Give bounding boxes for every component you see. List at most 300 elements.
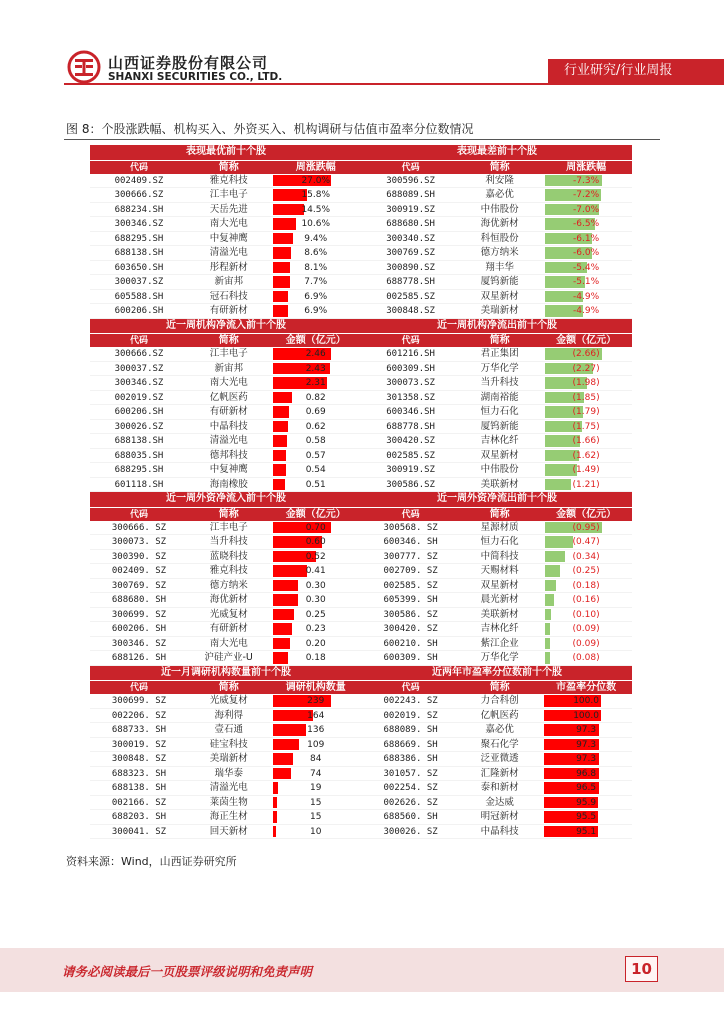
stock-name: 中复神鹰	[209, 464, 248, 475]
stock-code: 300019. SZ	[111, 739, 167, 750]
value-label: (1.21)	[572, 479, 600, 490]
column-header: 周涨跌幅	[295, 161, 336, 173]
value-cell	[540, 709, 632, 723]
column-header: 简称	[218, 335, 239, 346]
value-label: 97.3	[576, 754, 597, 764]
value-cell	[540, 376, 632, 390]
value-label: (0.47)	[572, 537, 600, 547]
value-label: 84	[310, 754, 322, 764]
table-row	[362, 550, 632, 565]
value-cell	[270, 550, 362, 564]
stock-name: 清溢光电	[209, 247, 248, 258]
stock-name: 回天新材	[209, 825, 248, 837]
stock-name: 紫江企业	[480, 637, 519, 649]
stock-code: 600210. SH	[383, 638, 438, 649]
value-cell	[540, 217, 632, 231]
report-type-badge: 行业研究/行业周报	[548, 59, 724, 83]
column-header: 代码	[401, 509, 420, 520]
table-row	[90, 246, 362, 261]
value-label: 0.20	[305, 638, 326, 649]
stock-name: 厦钨新能	[480, 420, 519, 432]
stock-code: 300073. SZ	[111, 537, 167, 547]
value-label: 95.9	[576, 797, 597, 808]
value-cell	[270, 246, 362, 260]
stock-code: 688295.SH	[114, 233, 164, 244]
stock-code: 301057. SZ	[383, 768, 438, 779]
value-cell	[270, 174, 362, 188]
table-row	[362, 579, 632, 594]
stock-code: 605399. SH	[383, 595, 438, 605]
stock-name: 明冠新材	[480, 811, 519, 822]
stock-name: 万华化学	[480, 362, 519, 374]
stock-name: 双星新材	[480, 290, 519, 302]
value-label: 0.30	[305, 595, 326, 605]
table-row	[362, 232, 632, 247]
stock-name: 美联新材	[480, 608, 519, 620]
stock-name: 瑞华泰	[214, 767, 243, 779]
stock-code: 300919.SZ	[386, 465, 435, 475]
stock-code: 002019.SZ	[114, 392, 164, 403]
stock-name: 硅宝科技	[209, 738, 248, 750]
table-header-row	[90, 507, 362, 521]
table-row	[90, 694, 362, 709]
stock-code: 688138.SH	[114, 248, 164, 258]
stock-name: 光威复材	[209, 695, 248, 706]
table-row	[362, 203, 632, 218]
value-label: -5.4%	[573, 262, 600, 273]
table-title: 表现最优前十个股	[90, 145, 362, 160]
stock-code: 300848. SZ	[111, 754, 167, 764]
value-label: -7.3%	[573, 175, 600, 186]
value-label: 2.31	[305, 378, 326, 388]
value-label: 74	[310, 768, 322, 779]
table-row	[90, 420, 362, 435]
value-label: (1.85)	[572, 392, 600, 403]
value-label: 6.9%	[304, 306, 328, 316]
column-header: 调研机构数量	[285, 682, 346, 693]
table-row	[362, 752, 632, 767]
table-row	[90, 579, 362, 594]
table-title: 近两年市盈率分位数前十个股	[362, 666, 632, 681]
stock-name: 力合科创	[480, 695, 519, 706]
value-cell	[540, 290, 632, 304]
table-row	[362, 463, 632, 478]
value-label: 8.1%	[304, 262, 328, 273]
value-cell	[270, 478, 362, 492]
value-label: -6.0%	[573, 248, 600, 258]
value-label: 8.6%	[304, 248, 328, 258]
value-cell	[540, 825, 632, 839]
table-row	[90, 608, 362, 623]
stock-code: 002709. SZ	[383, 566, 438, 576]
value-label: (0.10)	[572, 609, 600, 620]
stock-code: 688234.SH	[114, 204, 164, 215]
stock-name: 中伟股份	[480, 203, 519, 215]
value-cell	[540, 304, 632, 318]
value-label: (1.66)	[572, 436, 600, 446]
value-cell	[270, 217, 362, 231]
stock-code: 300390. SZ	[111, 551, 167, 562]
stock-name: 翔丰华	[485, 261, 514, 273]
value-cell	[270, 593, 362, 607]
company-name-cn: 山西证券股份有限公司	[108, 54, 269, 72]
value-cell	[270, 637, 362, 651]
table-panel	[362, 145, 632, 319]
value-cell	[270, 304, 362, 318]
table-row	[90, 593, 362, 608]
stock-name: 南大光电	[209, 377, 248, 388]
company-logo-icon	[66, 50, 102, 84]
stock-name: 光威复材	[209, 608, 248, 620]
value-cell	[270, 290, 362, 304]
value-label: (0.09)	[572, 624, 600, 634]
stock-name: 德方纳米	[480, 247, 519, 258]
stock-name: 新宙邦	[214, 362, 243, 374]
value-label: 0.62	[305, 421, 326, 432]
value-label: 6.9%	[304, 291, 328, 302]
value-label: 0.54	[305, 465, 326, 475]
stock-code: 300041. SZ	[111, 826, 167, 837]
stock-name: 有研新材	[209, 406, 248, 417]
column-header: 金额（亿元）	[556, 508, 617, 520]
stock-name: 海优新材	[209, 594, 248, 605]
stock-code: 002409. SZ	[111, 566, 167, 576]
stock-code: 300699. SZ	[111, 696, 167, 706]
stock-code: 601118.SH	[114, 479, 164, 490]
value-cell	[270, 767, 362, 781]
table-row	[362, 651, 632, 666]
stock-code: 002626. SZ	[383, 797, 438, 808]
column-header: 简称	[489, 161, 510, 173]
table-row	[90, 188, 362, 203]
stock-code: 301358.SZ	[386, 392, 435, 403]
table-row	[362, 535, 632, 550]
table-row	[90, 405, 362, 420]
value-label: (0.34)	[572, 551, 600, 562]
table-row	[90, 738, 362, 753]
value-cell	[270, 347, 362, 361]
value-cell	[540, 478, 632, 492]
value-label: 0.82	[305, 392, 326, 403]
table-header-row	[90, 680, 362, 694]
figure-title-divider	[64, 139, 660, 140]
value-cell	[540, 752, 632, 766]
column-header: 简称	[218, 161, 239, 173]
stock-name: 汇隆新材	[480, 767, 519, 779]
page-footer	[0, 948, 724, 992]
table-row	[90, 261, 362, 276]
stock-code: 688203. SH	[111, 812, 167, 822]
table-row	[362, 405, 632, 420]
stock-code: 600206.SH	[114, 407, 164, 417]
stock-name: 君正集团	[480, 348, 519, 359]
table-row	[362, 188, 632, 203]
value-label: (1.49)	[572, 465, 600, 475]
value-label: (2.66)	[572, 349, 600, 359]
column-header: 金额（亿元）	[285, 508, 346, 520]
value-label: 27.0%	[301, 175, 331, 186]
table-row	[90, 347, 362, 362]
table-row	[90, 723, 362, 738]
value-cell	[540, 434, 632, 448]
value-cell	[270, 203, 362, 217]
column-header: 简称	[218, 682, 239, 693]
stock-name: 科恒股份	[480, 232, 519, 244]
value-cell	[540, 188, 632, 202]
stock-code: 002019. SZ	[383, 710, 438, 721]
value-label: (0.18)	[572, 580, 600, 591]
table-row	[90, 362, 362, 377]
stock-name: 中简科技	[480, 550, 519, 562]
table-panel	[90, 666, 362, 840]
value-label: 97.3	[576, 739, 597, 750]
value-label: 0.57	[305, 450, 326, 461]
table-row	[362, 738, 632, 753]
table-row	[90, 810, 362, 825]
table-header-row	[362, 333, 632, 347]
stock-code: 605588.SH	[114, 291, 164, 302]
table-row	[362, 376, 632, 391]
stock-name: 德邦科技	[209, 449, 248, 461]
stock-name: 当升科技	[209, 536, 248, 547]
column-header: 代码	[129, 162, 148, 173]
table-row	[90, 434, 362, 449]
stock-name: 当升科技	[480, 377, 519, 388]
stock-name: 双星新材	[480, 449, 519, 461]
stock-name: 清溢光电	[209, 782, 248, 793]
stock-name: 雅克科技	[209, 174, 248, 186]
stock-code: 300346. SZ	[111, 638, 167, 649]
stock-code: 688295.SH	[114, 465, 164, 475]
value-cell	[270, 420, 362, 434]
stock-code: 603650.SH	[114, 262, 164, 273]
table-panel	[90, 319, 362, 493]
column-header: 金额（亿元）	[556, 335, 617, 346]
value-label: 95.1	[576, 826, 597, 837]
table-row	[362, 420, 632, 435]
table-row	[362, 362, 632, 377]
value-cell	[270, 810, 362, 824]
table-title: 近一周外资净流出前十个股	[362, 492, 632, 507]
stock-code: 300420.SZ	[386, 436, 435, 446]
table-panel	[362, 492, 632, 666]
stock-name: 江丰电子	[209, 348, 248, 359]
value-cell	[270, 391, 362, 405]
value-cell	[540, 723, 632, 737]
value-label: -7.0%	[573, 204, 600, 215]
table-title: 近一周外资净流入前十个股	[90, 492, 362, 507]
stock-name: 海正生材	[209, 811, 248, 822]
value-cell	[270, 463, 362, 477]
stock-code: 300890.SZ	[386, 262, 435, 273]
value-label: 0.18	[305, 653, 326, 663]
value-cell	[270, 579, 362, 593]
stock-code: 300699. SZ	[111, 609, 167, 620]
value-cell	[540, 405, 632, 419]
column-header: 简称	[489, 508, 510, 520]
stock-name: 恒力石化	[480, 406, 519, 417]
value-cell	[270, 651, 362, 665]
table-row	[362, 449, 632, 464]
table-row	[362, 564, 632, 579]
value-cell	[540, 463, 632, 477]
value-label: -5.1%	[573, 277, 600, 287]
value-label: 95.5	[576, 812, 597, 822]
table-row	[362, 637, 632, 652]
table-row	[90, 391, 362, 406]
value-label: -6.5%	[573, 219, 600, 229]
value-label: -4.9%	[573, 291, 600, 302]
stock-code: 600206.SH	[114, 306, 164, 316]
stock-code: 300666.SZ	[114, 349, 164, 359]
disclaimer-text: 请务必阅读最后一页股票评级说明和免责声明	[62, 964, 313, 979]
stock-name: 美瑞新材	[209, 753, 248, 764]
stock-name: 聚石化学	[480, 738, 519, 750]
stock-name: 泛亚微透	[480, 753, 519, 764]
table-row	[362, 810, 632, 825]
table-row	[90, 622, 362, 637]
value-cell	[270, 535, 362, 549]
stock-code: 002243. SZ	[383, 696, 438, 706]
value-label: 7.7%	[304, 277, 328, 287]
value-cell	[540, 651, 632, 665]
header-divider	[64, 83, 724, 85]
value-label: 10.6%	[301, 219, 331, 229]
value-cell	[540, 391, 632, 405]
table-row	[90, 550, 362, 565]
value-label: 239	[307, 696, 325, 706]
column-header: 简称	[489, 682, 510, 693]
stock-code: 688138. SH	[111, 783, 167, 793]
column-header: 简称	[218, 508, 239, 520]
stock-code: 300919.SZ	[386, 204, 435, 215]
stock-code: 688778.SH	[386, 421, 435, 432]
stock-code: 300777. SZ	[383, 551, 438, 562]
stock-name: 利安隆	[485, 174, 514, 186]
stock-name: 亿帆医药	[480, 709, 519, 721]
stock-name: 天赐材料	[480, 565, 519, 576]
stock-code: 002409.SZ	[114, 175, 164, 186]
table-row	[362, 275, 632, 290]
table-row	[90, 449, 362, 464]
column-header: 代码	[129, 336, 148, 346]
stock-name: 有研新材	[209, 623, 248, 634]
stock-code: 300586. SZ	[383, 609, 438, 620]
value-cell	[540, 637, 632, 651]
column-header: 周涨跌幅	[566, 161, 607, 173]
table-row	[362, 478, 632, 493]
table-row	[362, 434, 632, 449]
stock-name: 沪硅产业-U	[204, 652, 253, 663]
value-label: -7.2%	[573, 190, 600, 200]
stock-code: 688126. SH	[111, 653, 167, 663]
table-header-row	[362, 680, 632, 694]
table-row	[90, 521, 362, 536]
stock-code: 300073.SZ	[386, 378, 435, 388]
figure-title: 图 8：个股涨跌幅、机构买入、外资买入、机构调研与估值市盈率分位数情况	[66, 122, 474, 136]
value-cell	[270, 796, 362, 810]
stock-code: 300666. SZ	[111, 522, 167, 533]
stock-name: 天岳先进	[209, 203, 248, 215]
value-cell	[270, 261, 362, 275]
table-row	[362, 825, 632, 840]
stock-tables-grid	[90, 145, 632, 839]
value-cell	[270, 232, 362, 246]
value-label: (1.62)	[572, 450, 600, 461]
stock-code: 002585. SZ	[383, 580, 438, 591]
value-cell	[270, 622, 362, 636]
table-row	[90, 376, 362, 391]
stock-name: 莱茵生物	[209, 796, 248, 808]
stock-name: 亿帆医药	[209, 391, 248, 403]
stock-code: 300666.SZ	[114, 190, 164, 200]
stock-name: 双星新材	[480, 579, 519, 591]
table-row	[90, 174, 362, 189]
value-label: 2.43	[305, 363, 326, 374]
value-label: 136	[307, 725, 325, 735]
value-label: (0.08)	[572, 653, 600, 663]
value-cell	[270, 709, 362, 723]
value-label: 0.25	[305, 609, 326, 620]
value-label: -6.1%	[573, 233, 600, 244]
value-cell	[270, 564, 362, 578]
stock-code: 600346. SH	[383, 537, 438, 547]
stock-name: 中复神鹰	[209, 232, 248, 244]
stock-code: 600206. SH	[111, 624, 167, 634]
stock-name: 有研新材	[209, 305, 248, 316]
stock-code: 300340.SZ	[386, 233, 435, 244]
column-header: 简称	[489, 335, 510, 346]
table-panel	[90, 145, 362, 319]
stock-name: 晨光新材	[480, 594, 519, 605]
value-label: (0.16)	[572, 595, 600, 605]
stock-name: 吉林化纤	[480, 623, 519, 634]
value-label: 19	[310, 783, 322, 793]
stock-name: 湖南裕能	[480, 391, 519, 403]
table-row	[90, 825, 362, 840]
value-label: (0.09)	[572, 638, 600, 649]
value-cell	[540, 796, 632, 810]
table-row	[90, 463, 362, 478]
stock-name: 江丰电子	[209, 521, 248, 533]
table-row	[90, 637, 362, 652]
value-cell	[540, 535, 632, 549]
stock-name: 海优新材	[480, 218, 519, 229]
value-label: 10	[310, 826, 322, 837]
value-cell	[540, 810, 632, 824]
stock-name: 万华化学	[480, 652, 519, 663]
stock-code: 688778.SH	[386, 277, 435, 287]
value-cell	[270, 376, 362, 390]
stock-name: 美瑞新材	[480, 305, 519, 316]
stock-code: 300848.SZ	[386, 306, 435, 316]
table-row	[362, 608, 632, 623]
value-label: (1.79)	[572, 407, 600, 417]
value-cell	[540, 246, 632, 260]
table-header-row	[90, 160, 362, 174]
table-row	[90, 304, 362, 319]
stock-code: 002585.SZ	[386, 291, 435, 302]
table-row	[362, 622, 632, 637]
stock-name: 嘉必优	[485, 189, 514, 200]
stock-name: 清溢光电	[209, 435, 248, 446]
stock-code: 300769. SZ	[111, 580, 167, 591]
stock-code: 300026. SZ	[383, 826, 438, 837]
value-cell	[540, 362, 632, 376]
value-cell	[270, 362, 362, 376]
value-label: 15.8%	[301, 190, 331, 200]
stock-code: 002166. SZ	[111, 797, 167, 808]
